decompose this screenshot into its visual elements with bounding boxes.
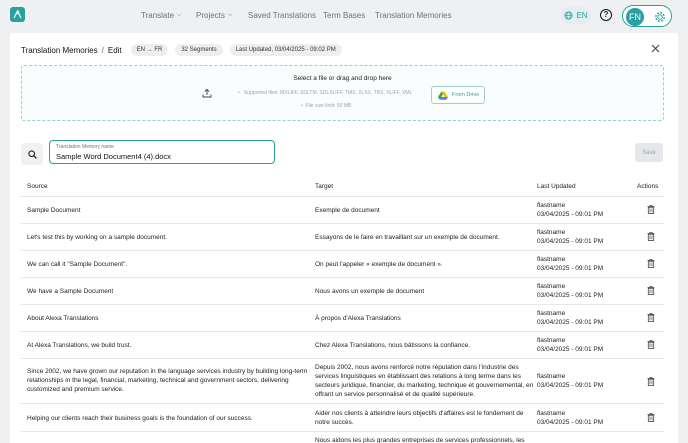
row-2-source: We can call it "Sample Document". [27, 261, 128, 268]
row-7-target-line-1: Aider nos clients à atteindre leurs objectifs d'affaires est le fondement de [315, 410, 524, 417]
user-menu[interactable] [622, 5, 672, 27]
nav-projects-label: Projects [196, 11, 225, 20]
column-header-source: Source [27, 183, 48, 190]
row-4-date: 03/04/2025 - 09:01 PM [537, 319, 604, 326]
column-header-actions: Actions [637, 183, 659, 190]
google-drive-icon [438, 91, 448, 100]
row-3-target: Nous avons un exemple de document [315, 288, 425, 295]
row-divider [21, 431, 664, 432]
upload-icon [202, 88, 212, 98]
row-divider [21, 304, 664, 305]
row-0-source: Sample Document [27, 207, 81, 214]
row-2-target: On peut l'appeler « exemple de document ». [315, 261, 443, 268]
row-6-target-line-4: offrant un service personnalisé et de qualité supérieure. [315, 391, 475, 398]
breadcrumb-separator: / [101, 45, 104, 55]
trash-icon[interactable] [647, 286, 655, 295]
gear-icon[interactable] [653, 10, 667, 24]
search-button[interactable] [21, 143, 43, 165]
trash-icon[interactable] [647, 259, 655, 268]
row-7-date: 03/04/2025 - 09:01 PM [537, 419, 604, 426]
header-divider [21, 196, 664, 197]
row-6-source-line-1: Since 2002, we have grown our reputation in the language services industry by building long-term [27, 368, 308, 375]
row-7-user: flastname [537, 410, 566, 417]
row-6-source-line-2: relationships in the legal, financial, marketing, technical and government sectors, delivering [27, 377, 289, 384]
chevron-down-icon: ⌵ [177, 12, 182, 18]
row-0-target: Exemple de document [315, 207, 380, 214]
row-divider [21, 358, 664, 359]
size-limit-text: • File size limit: 50 MB [301, 103, 352, 109]
close-icon[interactable] [651, 44, 660, 53]
row-1-user: flastname [537, 229, 566, 236]
row-0-user: flastname [537, 202, 566, 209]
supported-files-text: • Supported files: MXLIFF, SDLTM, SDLXLIFF, TMX, XLSX, TBX, XLIFF, XML [238, 90, 413, 96]
language-pair-badge: EN → FR [131, 44, 169, 56]
size-limit-label: File size limit: 50 MB [305, 103, 352, 109]
trash-icon[interactable] [647, 413, 655, 422]
row-6-target-line-3: secteurs juridique, financier, du marketing, technique et gouvernemental, en [315, 382, 534, 389]
row-6-source-line-3: customized and premium service. [27, 386, 124, 393]
row-7-target-line-2: notre succès. [315, 419, 354, 426]
breadcrumb-current: Edit [107, 45, 122, 55]
row-2-date: 03/04/2025 - 09:01 PM [537, 265, 604, 272]
last-updated-badge: Last Updated, 03/04/2025 - 09:02 PM [230, 44, 342, 56]
nav-translate-label: Translate [141, 11, 175, 20]
tm-name-value[interactable]: Sample Word Document4 (4).docx [56, 152, 171, 161]
row-3-date: 03/04/2025 - 09:01 PM [537, 292, 604, 299]
row-1-source: Let's test this by working on a sample document. [27, 234, 167, 241]
trash-icon[interactable] [647, 377, 655, 386]
nav-translation-memories-label: Translation Memories [375, 11, 452, 20]
row-2-user: flastname [537, 256, 566, 263]
segments-badge: 32 Segments [175, 44, 222, 56]
row-divider [21, 277, 664, 278]
row-5-user: flastname [537, 337, 566, 344]
nav-translate[interactable] [141, 11, 182, 20]
chevron-down-icon: ⌵ [227, 12, 233, 18]
row-4-user: flastname [537, 310, 566, 317]
row-5-source: At Alexa Translations, we build trust. [27, 342, 132, 349]
row-divider [21, 223, 664, 224]
row-6-user: flastname [537, 373, 566, 380]
avatar-initials: FN [629, 12, 641, 22]
trash-icon[interactable] [647, 232, 655, 241]
nav-term-bases[interactable] [323, 11, 365, 20]
column-header-target: Target [315, 183, 334, 190]
search-icon [28, 150, 37, 159]
help-button[interactable] [600, 9, 612, 21]
from-drive-button[interactable] [431, 86, 485, 104]
nav-translation-memories[interactable] [375, 11, 452, 20]
language-selector[interactable] [561, 7, 591, 24]
nav-saved-translations-label: Saved Translations [248, 11, 317, 20]
row-7-source: Helping our clients reach their business goals is the foundation of our success. [27, 415, 253, 422]
nav-saved-translations[interactable] [248, 11, 316, 20]
row-divider [21, 250, 664, 251]
row-6-target-line-1: Depuis 2002, nous avons renforcé notre réputation dans l'industrie des [315, 364, 519, 371]
avatar[interactable] [626, 8, 644, 26]
top-nav [0, 0, 688, 32]
nav-term-bases-label: Term Bases [323, 11, 366, 20]
column-header-last-updated: Last Updated [537, 183, 576, 190]
row-0-date: 03/04/2025 - 09:01 PM [537, 211, 604, 218]
row-6-target-line-2: services linguistiques en établissant des relations à long terme dans les [315, 373, 521, 380]
tm-name-input[interactable] [49, 140, 275, 164]
supported-files-label: Supported files: MXLIFF, SDLTM, SDLXLIFF, TMX, XLSX, TBX, XLIFF, XML [243, 90, 413, 96]
nav-projects[interactable] [196, 11, 232, 20]
breadcrumb-root[interactable]: Translation Memories [21, 45, 98, 55]
row-8-target: Nous aidons les plus grandes entreprises de services professionnels, les [315, 437, 525, 443]
row-1-date: 03/04/2025 - 09:01 PM [537, 238, 604, 245]
row-divider [21, 331, 664, 332]
language-label: EN [576, 11, 588, 20]
globe-icon [564, 11, 573, 20]
row-4-target: À propos d'Alexa Translations [315, 315, 401, 322]
row-3-user: flastname [537, 283, 566, 290]
row-6-date: 03/04/2025 - 09:01 PM [537, 382, 604, 389]
row-5-target: Chez Alexa Translations, nous bâtissons la confiance. [315, 342, 471, 349]
tm-name-label: Translation Memory name [56, 144, 114, 150]
row-3-source: We have a Sample Document [27, 288, 114, 295]
from-drive-label: From Drive [452, 92, 480, 98]
logo-icon[interactable] [10, 7, 25, 22]
row-1-target: Essayons de le faire en travaillant sur un exemple de document. [315, 234, 500, 241]
tm-edit-card [10, 33, 678, 443]
row-4-source: About Alexa Translations [27, 315, 99, 322]
row-divider [21, 403, 664, 404]
drop-zone-title: Select a file or drag and drop here [293, 75, 392, 82]
trash-icon[interactable] [647, 340, 655, 349]
trash-icon[interactable] [647, 205, 655, 214]
trash-icon[interactable] [647, 313, 655, 322]
file-drop-zone[interactable] [21, 65, 664, 121]
help-icon: ? [603, 10, 609, 19]
row-5-date: 03/04/2025 - 09:01 PM [537, 346, 604, 353]
breadcrumb [21, 43, 342, 57]
save-button[interactable]: Save [635, 143, 663, 162]
